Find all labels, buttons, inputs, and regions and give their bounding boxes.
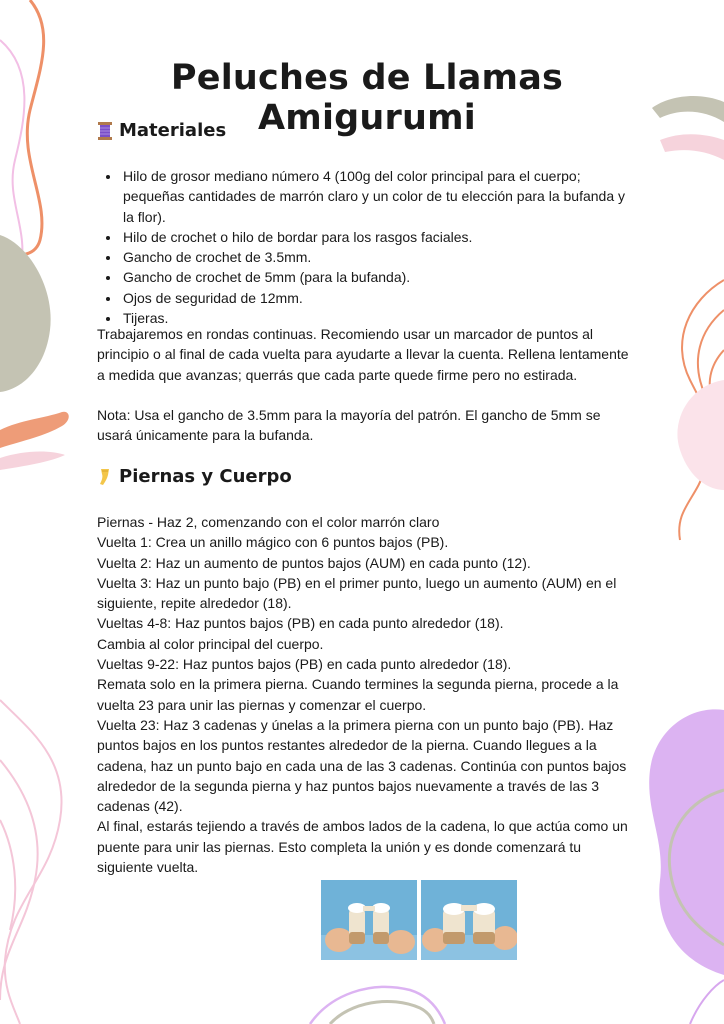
decor-pink-stroke-left (0, 452, 65, 470)
decor-bottom-center (310, 987, 445, 1024)
materials-heading-text: Materiales (119, 120, 227, 141)
thread-spool-icon (97, 122, 113, 140)
materials-heading (97, 120, 226, 141)
list-item: • Hilo de grosor mediano número 4 (100g del color principal para el cuerpo; pequeñas cantidades de marrón claro y un color de tu elección para la bufanda y la flor). (121, 166, 637, 227)
list-item: • Gancho de crochet de 5mm (para la bufanda). (121, 267, 637, 287)
instruction-line: Vueltas 4-8: Haz puntos bajos (PB) en cada punto alrededor (18). (97, 615, 504, 632)
instruction-line: Vuelta 2: Haz un aumento de puntos bajos (AUM) en cada punto (12). (97, 554, 531, 571)
legs-photo-1 (321, 880, 417, 960)
yarn-leg-icon (97, 468, 113, 486)
photo-row (321, 880, 517, 960)
decor-orange-lines-right (679, 280, 724, 540)
hook-note: Nota: Usa el gancho de 3.5mm para la mayoría del patrón. El gancho de 5mm se usará únicamente para la bufanda. (97, 407, 601, 444)
body-heading-text: Piernas y Cuerpo (119, 466, 292, 487)
body-instructions (97, 512, 637, 877)
instruction-line: Al final, estarás tejiendo a través de ambos lados de la cadena, lo que actúa como un puente para unir las piernas. Esto completa la unión y es donde comenzará tu siguiente vuelta. (97, 818, 628, 876)
decor-lilac-blob-right (649, 709, 724, 975)
page-title: Peluches de Llamas Amigurumi (170, 58, 564, 138)
decor-orange-stroke-left (0, 412, 69, 448)
instruction-line: Vueltas 9-22: Haz puntos bajos (PB) en cada punto alrededor (18). (97, 656, 512, 673)
list-item: • Tijeras. (121, 308, 637, 328)
instruction-line: Vuelta 1: Crea un anillo mágico con 6 puntos bajos (PB). (97, 534, 449, 551)
decor-orange-line-left (5, 0, 44, 255)
decor-pink-blob-right (677, 380, 724, 490)
list-item: • Hilo de crochet o hilo de bordar para los rasgos faciales. (121, 227, 637, 247)
materials-list (97, 166, 637, 328)
decor-pink-stroke-right (660, 134, 724, 160)
decor-pink-lines-bottom-left (0, 700, 62, 1024)
list-item: • Gancho de crochet de 3.5mm. (121, 247, 637, 267)
decor-sage-blob-left (0, 235, 51, 392)
decor-sage-stroke-right (652, 96, 724, 122)
body-heading (97, 466, 292, 487)
instructions-paragraph: Trabajaremos en rondas continuas. Recomiendo usar un marcador de puntos al principio o al final de cada vuelta para ayudarte a llevar la cuenta. Rellena lentamente a medida que avanzas; querrás que cada parte quede firme pero no estirada. (97, 326, 629, 383)
list-item: • Ojos de seguridad de 12mm. (121, 288, 637, 308)
instruction-line: Vuelta 23: Haz 3 cadenas y únelas a la primera pierna con un punto bajo (PB). Haz puntos bajos en los puntos restantes alrededor de la pierna. Cuando llegues a la cadena, haz un punto bajo en cada una de las 3 cadenas. Continúa con puntos bajos alrededor de la segunda pierna y haz puntos bajos nuevamente a través de las 3 cadenas (42). (97, 716, 627, 815)
decor-pink-line-left (0, 40, 24, 270)
instruction-line: Remata solo en la primera pierna. Cuando termines la segunda pierna, procede a la vuelta 23 para unir las piernas y comenzar el cuerpo. (97, 676, 619, 713)
legs-photo-2 (421, 880, 517, 960)
instruction-line: Vuelta 3: Haz un punto bajo (PB) en el primer punto, luego un aumento (AUM) en el siguiente, repite alrededor (18). (97, 574, 617, 612)
instruction-line: Piernas - Haz 2, comenzando con el color marrón claro (97, 514, 440, 530)
decor-sage-line-right (669, 790, 724, 945)
instruction-line: Cambia al color principal del cuerpo. (97, 635, 324, 652)
